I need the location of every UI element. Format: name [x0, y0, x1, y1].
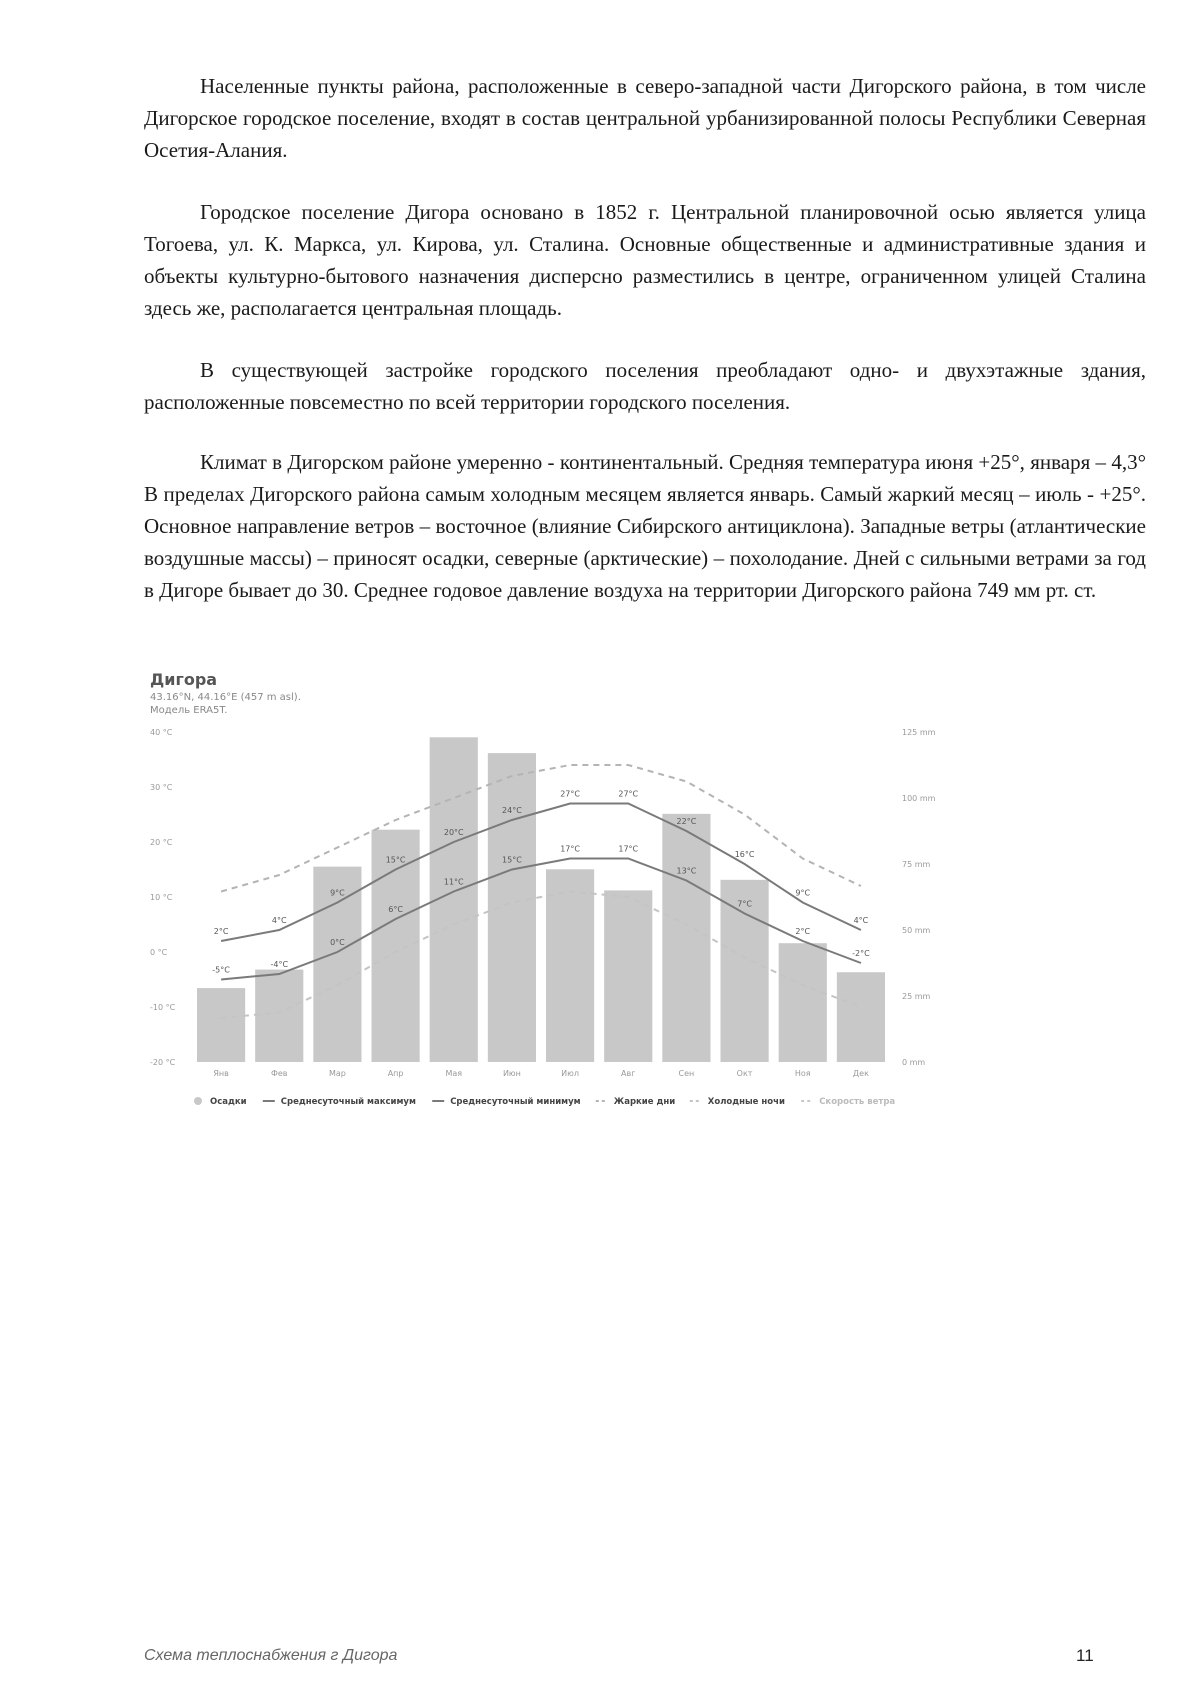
right-axis-tick-label: 0 mm [902, 1058, 926, 1067]
temperature-data-label: 20°C [443, 828, 464, 837]
temperature-data-label: 7°C [737, 899, 752, 909]
month-tick-label: Фев [270, 1069, 288, 1078]
month-tick-label: Мар [328, 1069, 346, 1078]
paragraph-founding: Городское поселение Дигора основано в 1852 г. Центральной планировочной осью является улица Тогоева, ул. К. Маркса, ул. Кирова, ул. Сталина. Основные общественные и административные здания и объекты культурно-бытового назначения дисперсно разместились в центре, ограниченном улицей Сталина здесь же, располагается центральная площадь. [144, 200, 1146, 320]
temperature-data-label: 27°C [618, 789, 639, 799]
precipitation-bar [546, 869, 594, 1062]
month-tick-label: Ноя [794, 1069, 811, 1078]
temperature-data-label: 9°C [330, 888, 345, 898]
legend-entry: Среднесуточный минимум [450, 1097, 581, 1107]
chart-title: Дигора [150, 670, 218, 689]
climate-chart [150, 670, 1030, 1190]
climate-chart-svg [150, 670, 1030, 1190]
temperature-data-label: 17°C [618, 844, 639, 854]
legend-entry: Холодные ночи [707, 1097, 785, 1107]
right-axis-tick-label: 125 mm [902, 728, 936, 737]
left-axis-tick-label: 30 °C [150, 783, 173, 792]
right-axis-tick-label: 100 mm [902, 794, 936, 803]
month-tick-label: Июн [502, 1069, 521, 1078]
temperature-data-label: 2°C [795, 927, 811, 936]
temperature-data-label: 2°C [213, 927, 229, 936]
month-tick-label: Июл [561, 1069, 580, 1078]
left-axis-tick-label: 0 °C [150, 948, 168, 957]
precipitation-bar [837, 972, 885, 1062]
precipitation-bar [197, 988, 245, 1062]
chart-model: Модель ERA5T. [150, 705, 228, 716]
temperature-data-label: 4°C [271, 916, 287, 925]
temperature-data-label: 15°C [385, 855, 406, 865]
temperature-data-label: 4°C [853, 916, 869, 925]
temperature-data-label: -2°C [852, 949, 870, 958]
legend-marker [194, 1097, 202, 1105]
precipitation-bar [488, 753, 536, 1062]
left-axis-tick-label: -10 °C [150, 1003, 176, 1012]
temperature-data-label: 22°C [676, 817, 697, 826]
month-tick-label: Апр [387, 1069, 404, 1078]
month-tick-label: Мая [445, 1069, 463, 1078]
temperature-data-label: 9°C [795, 888, 811, 898]
footer-document-title: Схема теплоснабжения г Дигора [144, 1647, 398, 1664]
legend-entry: Жаркие дни [613, 1097, 676, 1107]
left-axis-tick-label: 40 °C [150, 728, 173, 737]
paragraph-settlements: Населенные пункты района, расположенные в северо-западной части Дигорского района, в том числе Дигорское городское поселение, входят в состав центральной урбанизированной полосы Республики Северная Осетия-Алания. [144, 74, 1146, 162]
month-tick-label: Авг [621, 1069, 636, 1078]
month-tick-label: Дек [852, 1069, 869, 1078]
month-tick-label: Сен [678, 1069, 695, 1078]
temperature-data-label: 6°C [388, 905, 403, 914]
legend-entry: Скорость ветра [819, 1097, 896, 1107]
chart-coordinates: 43.16°N, 44.16°E (457 m asl). [150, 692, 301, 703]
temperature-data-label: -5°C [212, 965, 230, 975]
month-tick-label: Янв [213, 1069, 229, 1078]
left-axis-tick-label: 10 °C [150, 893, 173, 902]
legend-entry: Осадки [210, 1097, 247, 1107]
temperature-data-label: 16°C [734, 850, 755, 859]
temperature-data-label: 0°C [330, 938, 345, 947]
precipitation-bar [372, 830, 420, 1062]
temperature-data-label: -4°C [270, 960, 289, 969]
right-axis-tick-label: 75 mm [902, 860, 931, 869]
precipitation-bar [604, 890, 652, 1062]
temperature-data-label: 27°C [560, 789, 580, 799]
temperature-data-label: 13°C [676, 866, 697, 876]
paragraph-climate: Климат в Дигорском районе умеренно - континентальный. Средняя температура июня +25°, января – 4,3° В пределах Дигорского района самым холодным месяцем является январь. Самый жаркий месяц – июль - +25°. Основное направление ветров – восточное (влияние Сибирского антициклона). Западные ветры (атлантические воздушные массы) – приносят осадки, северные (арктические) – похолодание. Дней с сильными ветрами за год в Дигоре бывает до 30. Среднее годовое давление воздуха на территории Дигорского района 749 мм рт. ст. [144, 450, 1146, 602]
precipitation-bar [662, 814, 710, 1062]
month-tick-label: Окт [736, 1069, 753, 1078]
right-axis-tick-label: 50 mm [902, 926, 931, 935]
left-axis-tick-label: -20 °C [150, 1058, 176, 1067]
temperature-data-label: 24°C [502, 806, 522, 815]
precipitation-bar [779, 943, 827, 1062]
left-axis-tick-label: 20 °C [150, 838, 173, 847]
paragraph-buildings: В существующей застройке городского поселения преобладают одно- и двухэтажные здания, расположенные повсеместно по всей территории городского поселения. [144, 358, 1146, 414]
right-axis-tick-label: 25 mm [902, 992, 931, 1001]
temperature-data-label: 15°C [502, 855, 522, 865]
legend-entry: Среднесуточный максимум [280, 1097, 416, 1107]
precipitation-bar [255, 970, 303, 1062]
temperature-data-label: 17°C [560, 844, 580, 854]
temperature-data-label: 11°C [443, 877, 464, 887]
footer-page-number: 11 [1076, 1646, 1094, 1665]
